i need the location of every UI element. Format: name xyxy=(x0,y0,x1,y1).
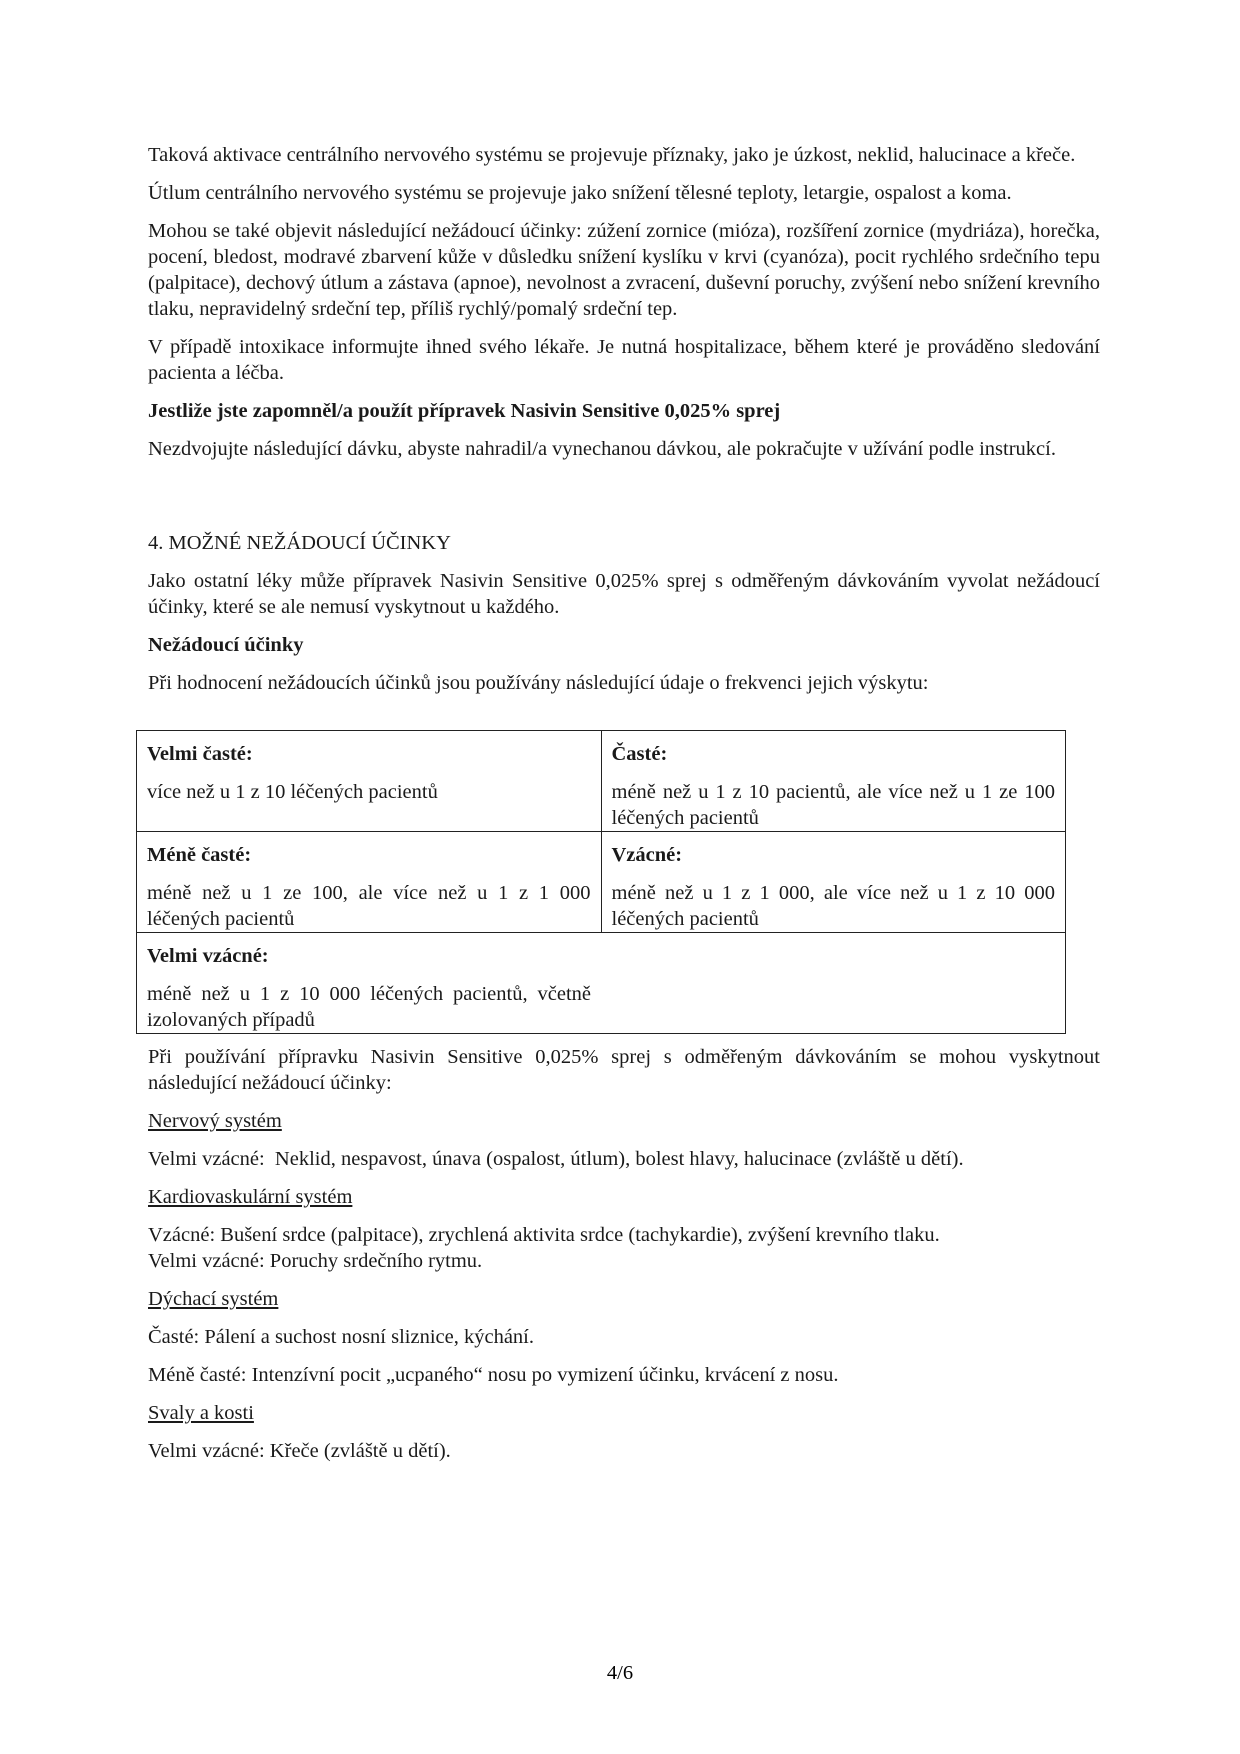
cell-heading: Méně časté: xyxy=(147,844,252,866)
cell-heading: Velmi vzácné: xyxy=(147,945,269,967)
table-cell-common xyxy=(601,731,1066,832)
table-row xyxy=(137,832,1066,933)
paragraph-missed-dose: Nezdvojujte následující dávku, abyste nahradil/a vynechanou dávkou, ale pokračujte v užívání podle instrukcí. xyxy=(148,438,1056,460)
cell-heading: Časté: xyxy=(611,743,668,765)
table-cell-very-rare xyxy=(137,933,602,1034)
paragraph-cns-depression: Útlum centrálního nervového systému se projevuje jako snížení tělesné teploty, letargie, ospalost a koma. xyxy=(148,182,1012,204)
text-nervous-system: Velmi vzácné: Neklid, nespavost, únava (ospalost, útlum), bolest hlavy, halucinace (zvláště u dětí). xyxy=(148,1148,964,1170)
text-respiratory-common: Časté: Pálení a suchost nosní sliznice, kýchání. xyxy=(148,1326,535,1348)
table-row xyxy=(137,731,1066,832)
cell-text: méně než u 1 z 10 000 léčených pacientů, včetně izolovaných případů xyxy=(147,983,591,1031)
heading-side-effects: Nežádoucí účinky xyxy=(148,634,304,656)
text-muscles-bones: Velmi vzácné: Křeče (zvláště u dětí). xyxy=(148,1440,451,1462)
paragraph-cns-activation: Taková aktivace centrálního nervového systému se projevuje příznaky, jako je úzkost, neklid, halucinace a křeče. xyxy=(148,144,1076,166)
table-row xyxy=(137,933,1066,1034)
heading-respiratory-system: Dýchací systém xyxy=(148,1288,279,1310)
frequency-table xyxy=(136,730,1066,1034)
text-cardiovascular-very-rare: Velmi vzácné: Poruchy srdečního rytmu. xyxy=(148,1250,483,1272)
cell-text: méně než u 1 z 10 pacientů, ale více než u 1 ze 100 léčených pacientů xyxy=(611,781,1055,829)
paragraph-side-effects-list-intro: Při používání přípravku Nasivin Sensitive 0,025% sprej s odměřeným dávkováním se mohou vyskytnout následující nežádoucí účinky: xyxy=(148,1046,1100,1094)
paragraph-side-effects-intro: Jako ostatní léky může přípravek Nasivin Sensitive 0,025% sprej s odměřeným dávkováním vyvolat nežádoucí účinky, které se ale nemusí vyskytnout u každého. xyxy=(148,570,1100,618)
text-cardiovascular-rare: Vzácné: Bušení srdce (palpitace), zrychlená aktivita srdce (tachykardie), zvýšení krevního tlaku. xyxy=(148,1224,940,1246)
table-cell-uncommon xyxy=(137,832,602,933)
paragraph-intoxication: V případě intoxikace informujte ihned svého lékaře. Je nutná hospitalizace, během které je prováděno sledování pacienta a léčba. xyxy=(148,336,1100,384)
cell-text: méně než u 1 ze 100, ale více než u 1 z 1 000 léčených pacientů xyxy=(147,882,591,930)
table-cell-empty xyxy=(601,933,1066,1034)
table-cell-very-common xyxy=(137,731,602,832)
paragraph-frequency-intro: Při hodnocení nežádoucích účinků jsou používány následující údaje o frekvenci jejich výskytu: xyxy=(148,672,929,694)
cell-text: více než u 1 z 10 léčených pacientů xyxy=(147,781,438,803)
heading-nervous-system: Nervový systém xyxy=(148,1110,282,1132)
document-page xyxy=(148,142,1100,1476)
section-4-title: 4. MOŽNÉ NEŽÁDOUCÍ ÚČINKY xyxy=(148,532,451,554)
paragraph-other-effects: Mohou se také objevit následující nežádoucí účinky: zúžení zornice (mióza), rozšíření zornice (mydriáza), horečka, pocení, bledost, modravé zbarvení kůže v důsledku snížení kyslíku v krvi (cyanóza), pocit rychlého srdečního tepu (palpitace), dechový útlum a zástava (apnoe), nevolnost a zvracení, duševní poruchy, zvýšení nebo snížení krevního tlaku, nepravidelný srdeční tep, příliš rychlý/pomalý srdeční tep. xyxy=(148,220,1100,320)
heading-muscles-bones: Svaly a kosti xyxy=(148,1402,254,1424)
cell-text: méně než u 1 z 1 000, ale více než u 1 z 10 000 léčených pacientů xyxy=(611,882,1055,930)
heading-forgot-dose: Jestliže jste zapomněl/a použít přípravek Nasivin Sensitive 0,025% sprej xyxy=(148,400,781,422)
text-respiratory-uncommon: Méně časté: Intenzívní pocit „ucpaného“ nosu po vymizení účinku, krvácení z nosu. xyxy=(148,1364,839,1386)
table-cell-rare xyxy=(601,832,1066,933)
heading-cardiovascular-system: Kardiovaskulární systém xyxy=(148,1186,353,1208)
cell-heading: Velmi časté: xyxy=(147,743,253,765)
cell-heading: Vzácné: xyxy=(611,844,683,866)
page-number: 4/6 xyxy=(606,1662,634,1684)
